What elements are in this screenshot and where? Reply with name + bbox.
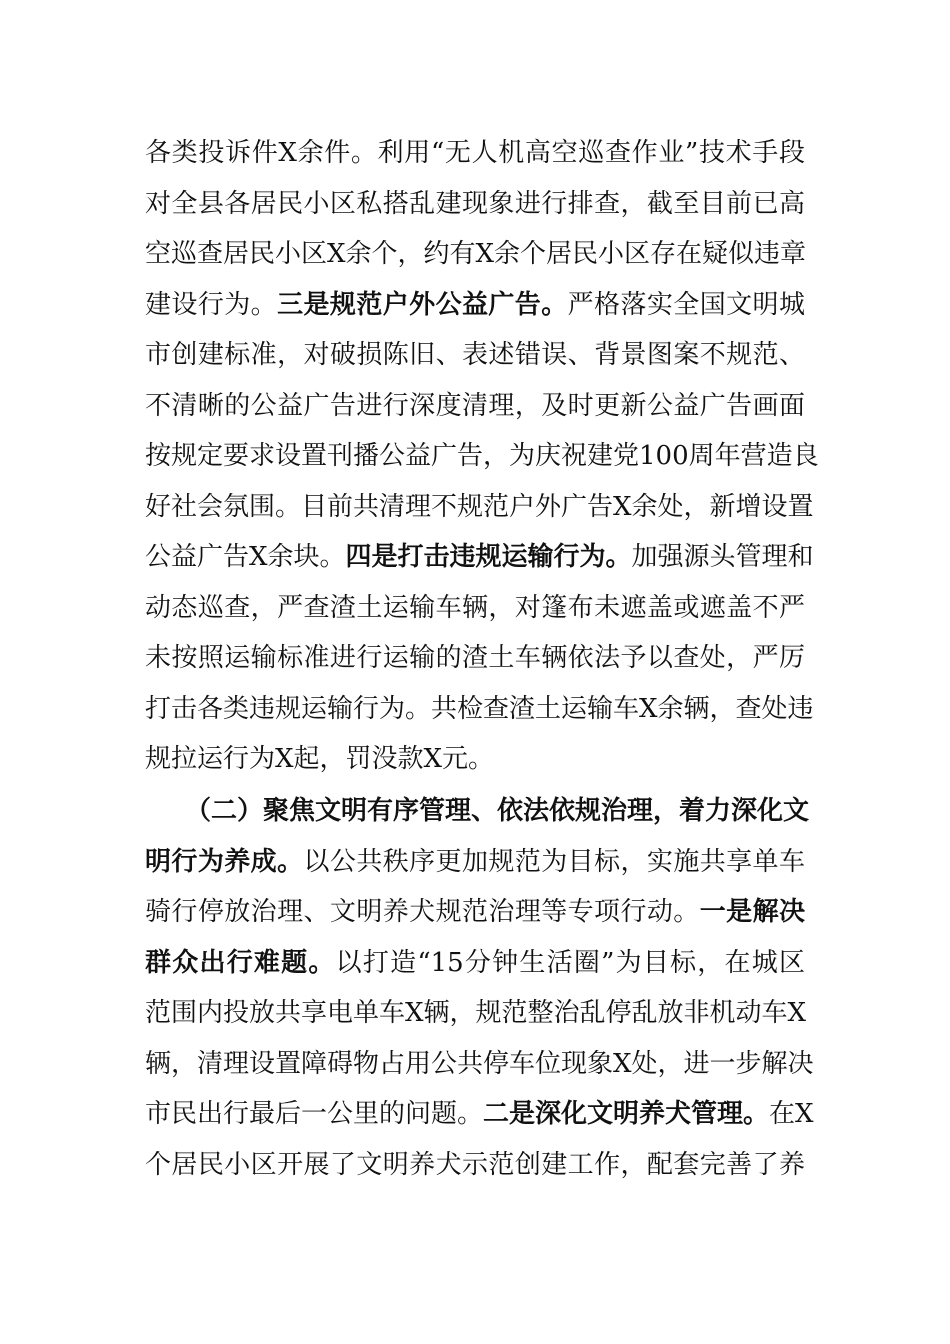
text-line xyxy=(145,684,814,735)
bold-text: 一是解决 xyxy=(699,897,805,927)
body-text: 市创建标准，对破损陈旧、表述错误、背景图案不规范、 xyxy=(145,340,805,370)
text-line xyxy=(145,532,814,583)
body-text: 骑行停放治理、文明养犬规范治理等专项行动。 xyxy=(145,897,700,927)
body-text: 不清晰的公益广告进行深度清理，及时更新公益广告画面 xyxy=(145,390,805,421)
body-text: 各类投诉件X余件。利用“无人机高空巡查作业”技术手段 xyxy=(145,138,805,168)
bold-text: 明行为养成。 xyxy=(145,846,304,877)
body-text: 公益广告X余块。 xyxy=(145,542,346,572)
text-line xyxy=(145,1039,814,1090)
text-line xyxy=(145,229,805,280)
text-line xyxy=(145,837,805,888)
text-line xyxy=(145,887,805,938)
bold-text: 三是规范户外公益广告。 xyxy=(277,289,568,320)
body-text: 严格落实全国文明城 xyxy=(567,289,805,320)
text-line xyxy=(145,1089,814,1140)
body-text: 未按照运输标准进行运输的渣土车辆依法予以查处，严厉 xyxy=(145,643,805,673)
body-text: 以打造“15分钟生活圈”为目标，在城区 xyxy=(335,947,805,978)
text-line xyxy=(145,786,810,837)
body-text: 建设行为。 xyxy=(145,289,278,320)
body-text: 打击各类违规运输行为。共检查渣土运输车X余辆，查处违 xyxy=(145,693,814,724)
text-line xyxy=(145,734,805,785)
body-text: 辆，清理设置障碍物占用公共停车位现象X处，进一步解决 xyxy=(145,1048,814,1079)
text-line xyxy=(145,1140,805,1191)
bold-text: 群众出行难题。 xyxy=(145,947,336,978)
text-line xyxy=(145,482,814,533)
text-line xyxy=(145,988,805,1039)
body-text: 个居民小区开展了文明养犬示范创建工作，配套完善了养 xyxy=(145,1149,805,1180)
text-line xyxy=(145,938,805,989)
body-text: 对全县各居民小区私搭乱建现象进行排查，截至目前已高 xyxy=(145,188,805,219)
text-line xyxy=(145,280,805,331)
bold-text: 二是深化文明养犬管理。 xyxy=(483,1099,770,1129)
text-line xyxy=(145,431,819,482)
body-text: 在X xyxy=(769,1099,814,1129)
text-line xyxy=(145,633,805,684)
body-text: 规拉运行为X起，罚没款X元。 xyxy=(145,744,495,774)
bold-text: （二）聚焦文明有序管理、依法依规治理，着力深化文 xyxy=(185,796,810,826)
body-text: 动态巡查，严查渣土运输车辆，对篷布未遮盖或遮盖不严 xyxy=(145,592,805,623)
body-text: 加强源头管理和 xyxy=(631,542,814,572)
text-line xyxy=(145,583,805,634)
text-line xyxy=(145,381,805,432)
body-text: 好社会氛围。目前共清理不规范户外广告X余处，新增设置 xyxy=(145,491,814,522)
text-line xyxy=(145,330,805,381)
body-text: 范围内投放共享电单车X辆，规范整治乱停乱放非机动车X xyxy=(145,998,807,1028)
body-text: 空巡查居民小区X余个，约有X余个居民小区存在疑似违章 xyxy=(145,239,807,269)
body-text: 以公共秩序更加规范为目标，实施共享单车 xyxy=(303,846,805,877)
text-line xyxy=(145,128,805,179)
bold-text: 四是打击违规运输行为。 xyxy=(345,542,632,572)
body-text: 按规定要求设置刊播公益广告，为庆祝建党100周年营造良 xyxy=(145,441,819,471)
paragraph-1 xyxy=(145,128,819,785)
text-line xyxy=(145,179,805,230)
paragraph-2 xyxy=(145,786,814,1190)
body-text: 市民出行最后一公里的问题。 xyxy=(145,1099,484,1129)
